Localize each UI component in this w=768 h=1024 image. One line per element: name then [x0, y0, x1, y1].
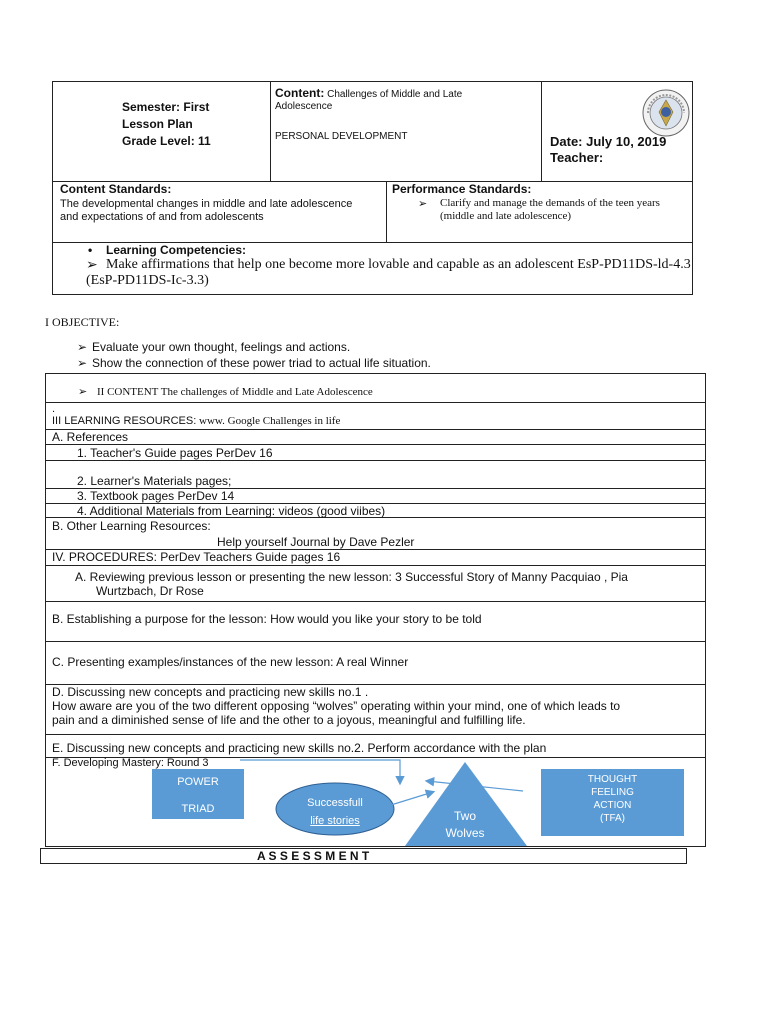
competencies-title: Learning Competencies: [106, 243, 247, 257]
power-triad-line2: TRIAD [181, 803, 215, 815]
success-stories-line1: Successfull [307, 797, 363, 809]
procedures-row: IV. PROCEDURES: PerDev Teachers Guide pages 16 [52, 550, 341, 564]
objective-title: I OBJECTIVE: [45, 315, 120, 329]
content-standards-line2: and expectations of and from adolescents [60, 211, 264, 223]
competencies-bullet-icon: • [88, 243, 93, 257]
objective-item-1: Evaluate your own thought, feelings and actions. [92, 340, 351, 354]
procedure-f: F. Developing Mastery: Round 3 [52, 757, 209, 769]
plan-line-3 [45, 444, 706, 445]
journal-row: Help yourself Journal by Dave Pezler [217, 535, 415, 549]
procedure-d-line3: pain and a diminished sense of life and the other to a joyous, meaningful and fulfilling life. [52, 713, 526, 727]
subject: PERSONAL DEVELOPMENT [275, 131, 408, 142]
standards-col [386, 181, 387, 242]
performance-standards-line2: (middle and late adolescence) [440, 210, 572, 222]
learners-materials-row: 2. Learner's Materials pages; [77, 474, 232, 488]
semester: Semester: First [122, 100, 210, 114]
plan-line-13 [45, 734, 706, 735]
competencies-line1: Make affirmations that help one become more lovable and capable as an adolescent EsP-PD11DS-ld-4.3 [106, 257, 691, 272]
procedure-e: E. Discussing new concepts and practicing new skills no.2. Perform accordance with the plan [52, 741, 547, 755]
procedure-a-line2: Wurtzbach, Dr Rose [96, 584, 204, 598]
content-heading [275, 86, 462, 100]
resources-value: www. Google Challenges in life [196, 415, 341, 427]
objective-arrow-icon-1: ➢ [77, 340, 88, 354]
header-col-1 [270, 81, 271, 181]
lesson-plan-label: Lesson Plan [122, 117, 193, 131]
connector-line [240, 760, 400, 783]
content-row: II CONTENT The challenges of Middle and Late Adolescence [97, 386, 373, 398]
plan-line-2 [45, 429, 706, 430]
objective-item-2: Show the connection of these power triad to actual life situation. [92, 356, 431, 370]
two-wolves-line1: Two [453, 809, 476, 823]
two-wolves-line2: Wolves [445, 826, 485, 840]
content-label: Content: [275, 86, 325, 100]
content-topic-line2: Adolescence [275, 101, 333, 112]
competencies-line2: (EsP-PD11DS-Ic-3.3) [86, 273, 209, 288]
tfa-line2: FEELING [591, 787, 634, 798]
learning-resources [52, 415, 340, 427]
performance-standards-line1: Clarify and manage the demands of the teen years [440, 197, 660, 209]
content-topic-line1: Challenges of Middle and Late [324, 89, 463, 100]
plan-line-4 [45, 460, 706, 461]
header-col-2 [541, 81, 542, 181]
procedure-a-line1: A. Reviewing previous lesson or presenting the new lesson: 3 Successful Story of Manny Pacquiao , Pia [75, 570, 628, 584]
plan-line-10 [45, 601, 706, 602]
other-resources-row: B. Other Learning Resources: [52, 519, 211, 533]
procedure-d-line1: D. Discussing new concepts and practicing new skills no.1 . [52, 685, 369, 699]
plan-line-9 [45, 565, 706, 566]
plan-line-1 [45, 402, 706, 403]
success-stories-line2: life stories [310, 815, 360, 827]
tfa-line3: ACTION [593, 800, 632, 811]
procedure-b: B. Establishing a purpose for the lesson: How would you like your story to be told [52, 612, 482, 626]
content-standards-line1: The developmental changes in middle and late adolescence [60, 198, 353, 210]
tfa-line1: THOUGHT [587, 774, 638, 785]
performance-bullet-icon: ➢ [418, 198, 428, 210]
plan-line-11 [45, 641, 706, 642]
teachers-guide-row: 1. Teacher's Guide pages PerDev 16 [77, 446, 273, 460]
additional-materials-row: 4. Additional Materials from Learning: videos (good viibes) [77, 504, 386, 518]
references-row: A. References [52, 430, 129, 444]
performance-standards-title: Performance Standards: [392, 182, 532, 196]
procedure-d-line2: How aware are you of the two different opposing “wolves” operating within your mind, one of which leads to [52, 699, 621, 713]
arrow-to-triangle [391, 792, 433, 805]
resources-label: III LEARNING RESOURCES: [52, 415, 197, 427]
success-stories-ellipse [276, 783, 394, 835]
deped-seal-logo [640, 88, 692, 138]
grade-level: Grade Level: 11 [122, 134, 211, 148]
objective-arrow-icon-2: ➢ [77, 356, 88, 370]
power-triad-line1: POWER [177, 776, 219, 788]
competencies-arrow-icon: ➢ [86, 258, 98, 273]
content-row-arrow-icon: ➢ [78, 386, 88, 398]
content-standards-title: Content Standards: [60, 182, 172, 196]
content-row-dot: . [52, 403, 56, 415]
lesson-date: Date: July 10, 2019 [550, 134, 667, 149]
procedure-c: C. Presenting examples/instances of the new lesson: A real Winner [52, 655, 409, 669]
tfa-line4: (TFA) [600, 813, 625, 824]
textbook-row: 3. Textbook pages PerDev 14 [77, 489, 235, 503]
teacher-label: Teacher: [550, 150, 604, 165]
assessment-heading: A S S E S S M E N T [257, 849, 370, 863]
